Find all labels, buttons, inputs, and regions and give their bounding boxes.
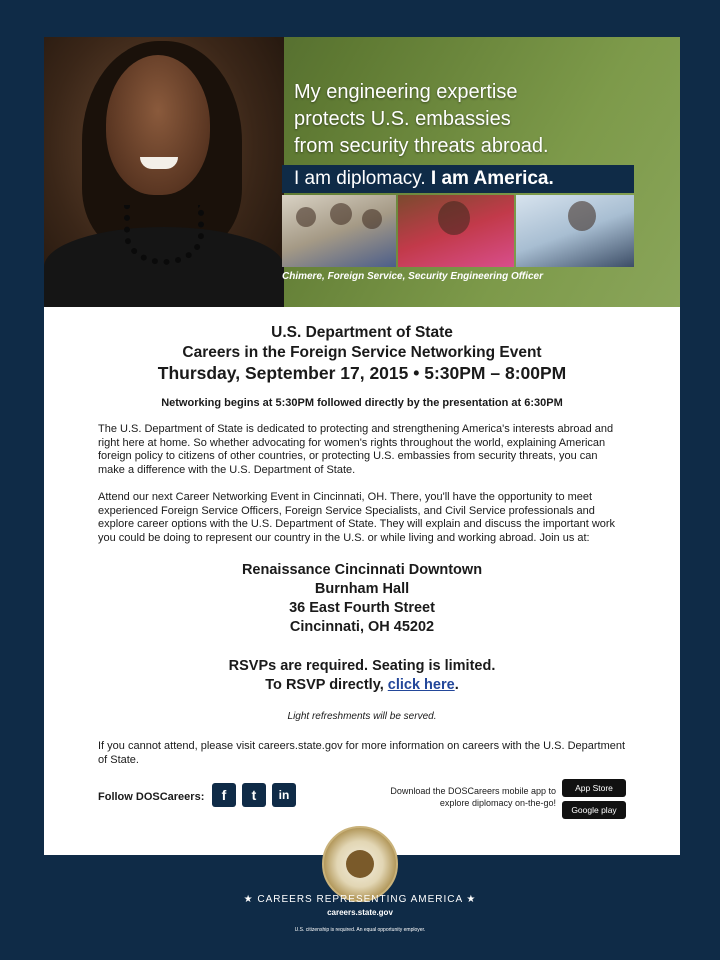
rsvp-line-2	[44, 676, 680, 695]
photo-woman-sari	[398, 195, 514, 267]
facebook-icon[interactable]: f	[212, 783, 236, 807]
photo-office-meeting	[282, 195, 396, 267]
headline-line-1: My engineering expertise	[294, 81, 518, 103]
social-row	[98, 779, 628, 819]
hero-banner	[44, 37, 680, 307]
download-app-text: Download the DOSCareers mobile app to explore diplomacy on-the-go!	[390, 786, 556, 808]
footer-disclaimer: U.S. citizenship is required. An equal opportunity employer.	[294, 927, 426, 933]
title-line-3: Thursday, September 17, 2015 • 5:30PM – 8:00PM	[157, 363, 567, 383]
department-seal-icon	[322, 826, 398, 902]
headline-line-3: from security threats abroad.	[294, 135, 549, 157]
google-play-badge[interactable]: Google play	[562, 801, 626, 819]
venue-city: Cincinnati, OH 45202	[289, 619, 435, 635]
rsvp-suffix: .	[454, 677, 459, 693]
refreshments-note: Light refreshments will be served.	[287, 711, 437, 722]
venue-hall: Burnham Hall	[314, 581, 410, 597]
rsvp-link[interactable]: click here	[387, 677, 455, 693]
title-line-1: U.S. Department of State	[271, 324, 453, 341]
rsvp-line-1: RSVPs are required. Seating is limited.	[228, 658, 496, 674]
rsvp-prefix: To RSVP directly,	[265, 677, 384, 693]
cannot-attend-paragraph: If you cannot attend, please visit careers.state.gov for more information on careers with the U.S. Department of State.	[98, 740, 626, 766]
tagline-regular: I am diplomacy.	[294, 168, 426, 189]
tagline-bold: I am America.	[430, 168, 554, 189]
hero-tagline	[282, 165, 634, 193]
hero-headline	[294, 79, 674, 160]
footer-url[interactable]: careers.state.gov	[327, 908, 393, 917]
linkedin-icon[interactable]: in	[272, 783, 296, 807]
venue-address	[44, 561, 680, 637]
headline-line-2: protects U.S. embassies	[294, 108, 511, 130]
flyer-content	[44, 307, 680, 767]
event-title	[44, 323, 680, 383]
hero-caption: Chimere, Foreign Service, Security Engineering Officer	[282, 271, 544, 282]
venue-street: 36 East Fourth Street	[289, 600, 435, 616]
twitter-icon[interactable]: t	[242, 783, 266, 807]
venue-name: Renaissance Cincinnati Downtown	[241, 562, 483, 578]
intro-paragraph: The U.S. Department of State is dedicated to protecting and strengthening America's interests abroad and right here at home. So whether advocating for women's rights throughout the world, explaining American foreign policy to citizens of other countries, or protecting U.S. embassies from security threats, you can make a difference with the U.S. Department of State.	[98, 423, 614, 476]
photo-man-laptop	[516, 195, 634, 267]
app-store-badge[interactable]: App Store	[562, 779, 626, 797]
portrait-photo	[44, 37, 284, 307]
flyer-card	[44, 37, 680, 855]
attend-paragraph: Attend our next Career Networking Event in Cincinnati, OH. There, you'll have the opportunity to meet experienced Foreign Service Officers, Foreign Service Specialists, and Civil Service professionals and explore career options with the U.S. Department of State. They will explain and discuss the important work you could be doing to represent our country in the U.S. or while living and working abroad. Join us at:	[98, 491, 616, 544]
rsvp-block	[44, 657, 680, 695]
portrait-necklace	[124, 205, 204, 265]
follow-label: Follow DOSCareers:	[98, 791, 205, 803]
seal-eagle-icon	[346, 850, 374, 878]
footer-tagline: ★ CAREERS REPRESENTING AMERICA ★	[243, 894, 477, 905]
title-line-2: Careers in the Foreign Service Networking Event	[182, 344, 542, 361]
photo-strip	[282, 195, 634, 267]
portrait-smile	[140, 157, 178, 169]
event-subhead: Networking begins at 5:30PM followed directly by the presentation at 6:30PM	[161, 397, 563, 409]
portrait-face	[106, 55, 210, 195]
